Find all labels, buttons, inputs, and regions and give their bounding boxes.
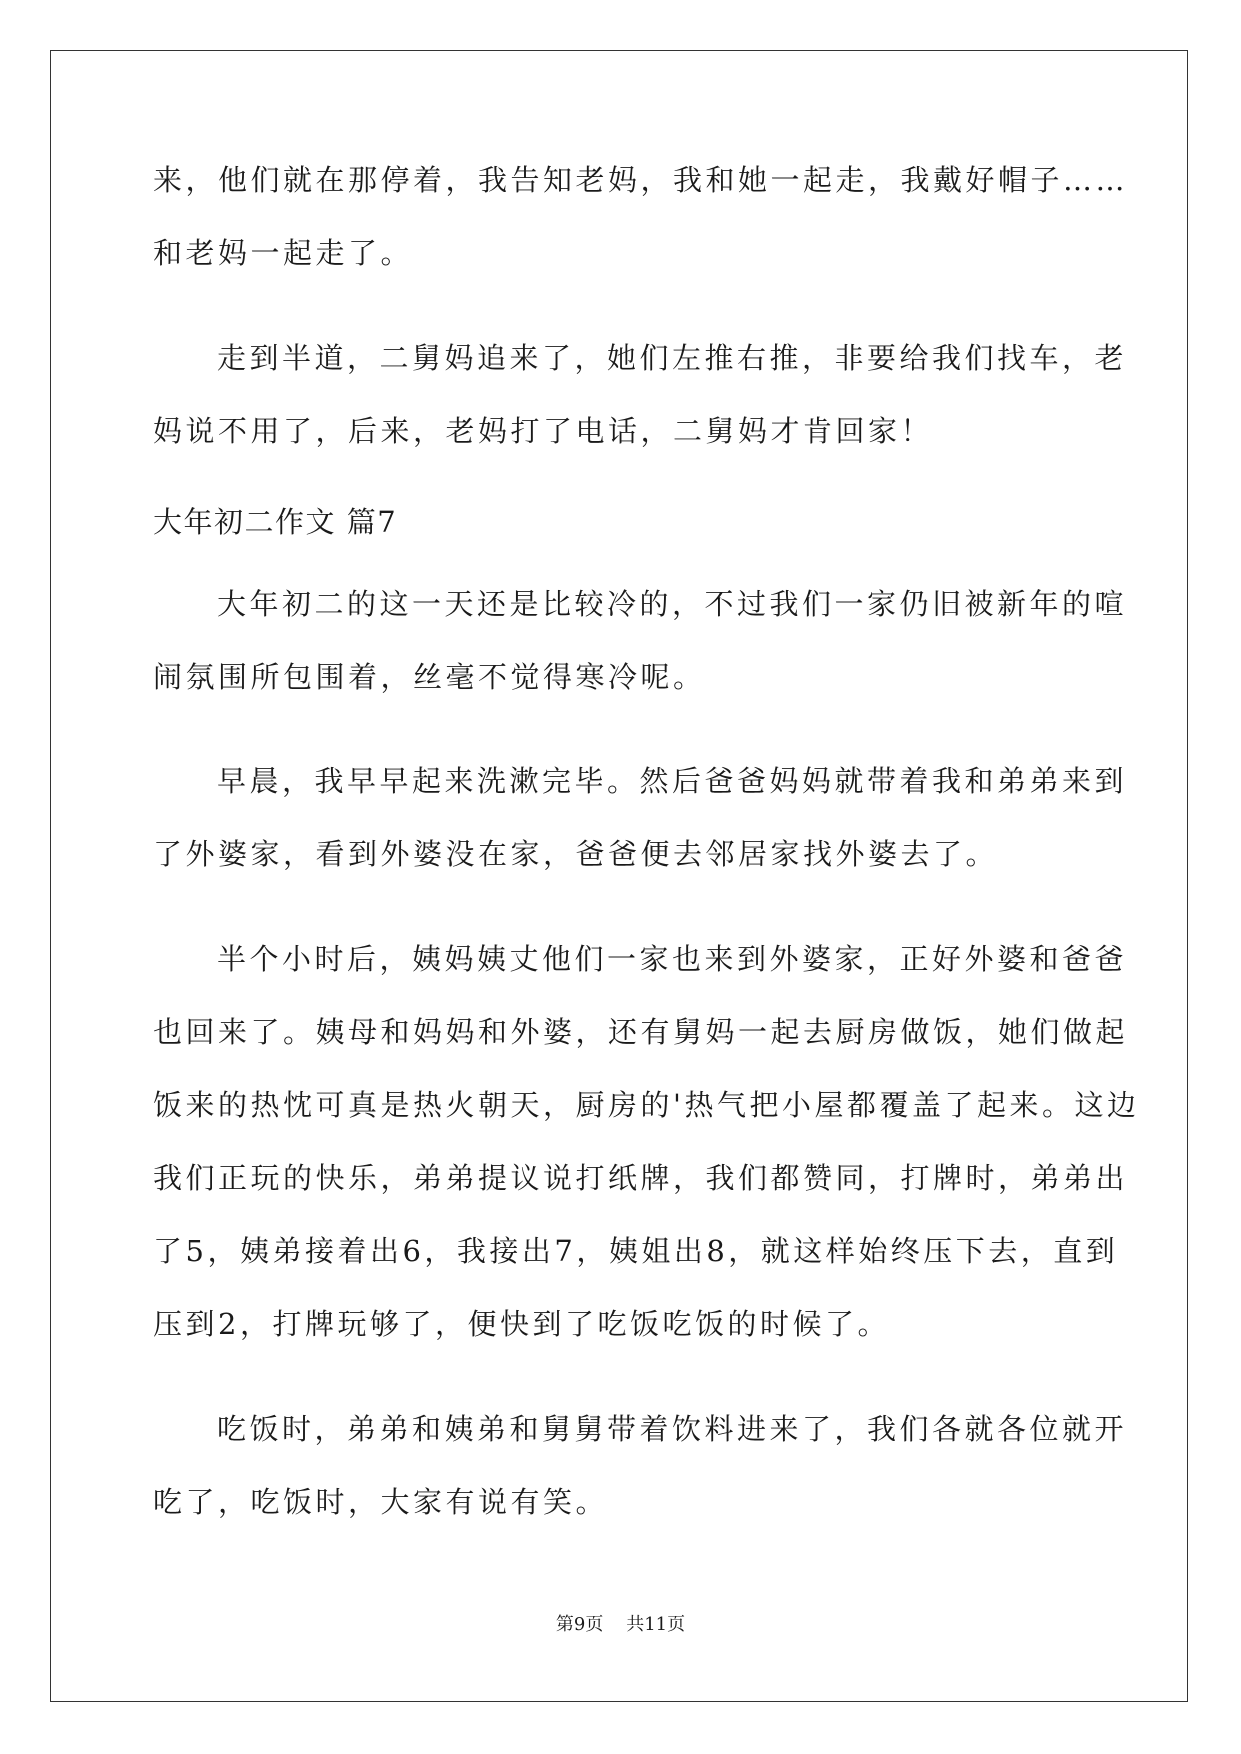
text-line: 压到2，打牌玩够了，便快到了吃饭吃饭的时候了。 — [153, 1307, 890, 1341]
page-footer — [0, 1613, 1241, 1637]
text-line: 了5，姨弟接着出6，我接出7，姨姐出8，就这样始终压下去，直到 — [153, 1234, 1119, 1268]
page-total: 共11页 — [626, 1614, 686, 1635]
section-heading: 大年初二作文 篇7 — [153, 505, 398, 539]
paragraph-line: 走到半道，二舅妈追来了，她们左推右推，非要给我们找车，老 — [217, 341, 1128, 375]
text-line: 闹氛围所包围着，丝毫不觉得寒冷呢。 — [153, 660, 706, 694]
text-line: 妈说不用了，后来，老妈打了电话，二舅妈才肯回家！ — [153, 414, 934, 448]
text-line: 饭来的热忱可真是热火朝天，厨房的'热气把小屋都覆盖了起来。这边 — [153, 1088, 1140, 1122]
paragraph-line: 早晨，我早早起来洗漱完毕。然后爸爸妈妈就带着我和弟弟来到 — [217, 764, 1128, 798]
paragraph-line: 半个小时后，姨妈姨丈他们一家也来到外婆家，正好外婆和爸爸 — [217, 942, 1128, 976]
text-line: 和老妈一起走了。 — [153, 236, 414, 270]
text-line: 吃了，吃饭时，大家有说有笑。 — [153, 1485, 609, 1519]
text-line: 也回来了。姨母和妈妈和外婆，还有舅妈一起去厨房做饭，她们做起 — [153, 1015, 1129, 1049]
text-line: 来，他们就在那停着，我告知老妈，我和她一起走，我戴好帽子…… — [153, 163, 1129, 197]
page-border — [50, 50, 1188, 1702]
text-line: 我们正玩的快乐，弟弟提议说打纸牌，我们都赞同，打牌时，弟弟出 — [153, 1161, 1129, 1195]
paragraph-line: 吃饭时，弟弟和姨弟和舅舅带着饮料进来了，我们各就各位就开 — [217, 1412, 1128, 1446]
text-line: 了外婆家，看到外婆没在家，爸爸便去邻居家找外婆去了。 — [153, 837, 999, 871]
paragraph-line: 大年初二的这一天还是比较冷的，不过我们一家仍旧被新年的喧 — [217, 587, 1128, 621]
page-number: 第9页 — [555, 1614, 604, 1635]
